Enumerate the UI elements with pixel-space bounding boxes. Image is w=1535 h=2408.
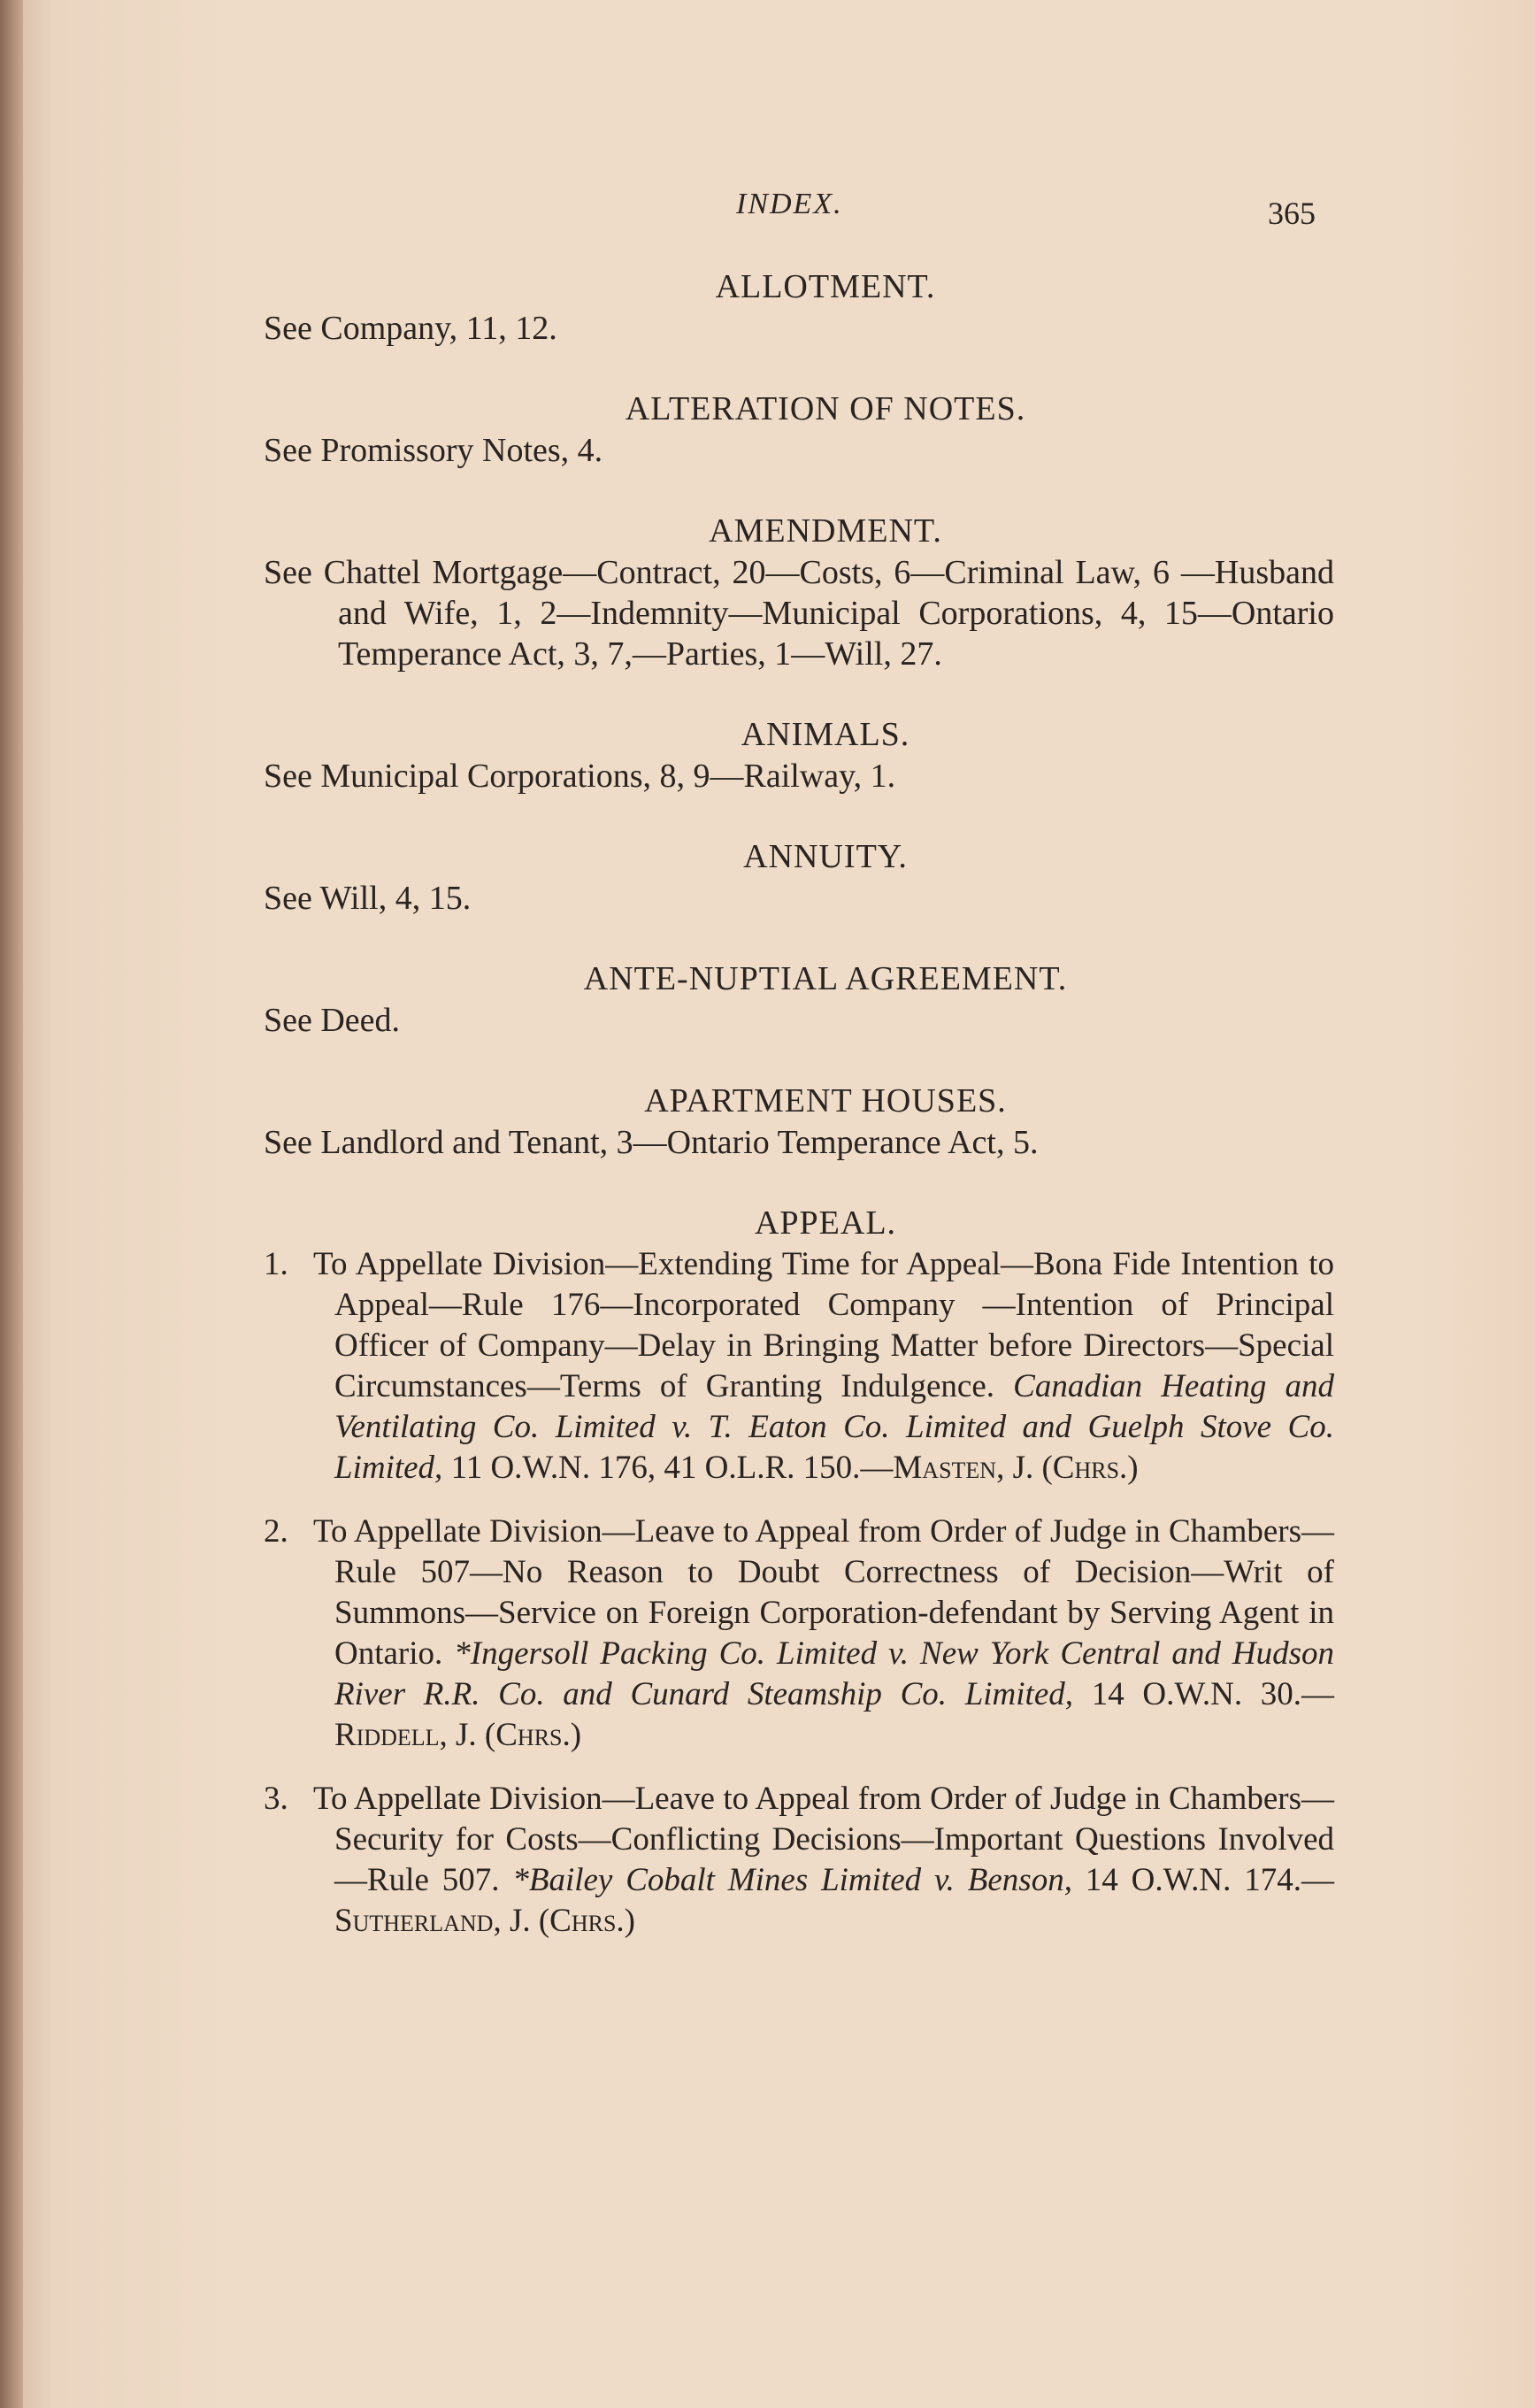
index-entry-annuity [264,835,1334,919]
entry-cross-reference: See Municipal Corporations, 8, 9—Railway, 1. [264,758,896,795]
item-number: 2. [264,1513,288,1550]
item-number: 1. [264,1246,288,1282]
judge-name: Sutherland, J. (Chrs.) [334,1903,635,1939]
entry-cross-reference: See Deed. [264,1002,401,1039]
case-citation: 14 O.W.N. 30.— [1073,1676,1334,1712]
index-entry-apartment-houses [264,1080,1334,1163]
judge-name: Riddell, J. (Chrs.) [334,1717,582,1753]
page-number: 365 [1268,196,1316,231]
item-number: 3. [264,1781,288,1817]
index-entry-allotment [264,265,1334,349]
judge-name: Masten, J. (Chrs.) [893,1450,1139,1486]
index-entry-ante-nuptial-agreement [264,958,1334,1041]
item-text: To Appellate Division—Leave to Appeal from Order of Judge in Chambers—Rule 507—No Reason to Doubt Correctness of Decision—Writ of Summons—Service on Foreign Corporation-defendant by Serving Agent in Ontario. [313,1513,1334,1672]
index-content [264,265,1334,1981]
entry-cross-reference: See Promissory Notes, 4. [264,432,603,469]
appeal-item [264,1779,1334,1942]
entry-heading: ALTERATION OF NOTES. [625,390,1026,427]
case-name: Canadian Heating and Ventilating Co. Limited v. T. Eaton Co. Limited and Guelph Stove Co. Limited, [334,1368,1334,1486]
running-head [0,188,1535,241]
index-entry-alteration-of-notes [264,388,1334,471]
entry-heading: APPEAL. [754,1204,897,1242]
case-name: *Ingersoll Packing Co. Limited v. New York Central and Hudson River R.R. Co. and Cunard Steamship Co. Limited, [334,1635,1334,1712]
case-name: *Bailey Cobalt Mines Limited v. Benson, [512,1862,1072,1898]
entry-heading: ALLOTMENT. [715,268,936,305]
case-citation: 11 O.W.N. 176, 41 O.L.R. 150.— [442,1450,894,1486]
entry-heading: ANTE-NUPTIAL AGREEMENT. [583,960,1068,997]
entry-cross-reference: See Company, 11, 12. [264,310,557,347]
entry-heading: APARTMENT HOUSES. [644,1082,1007,1119]
item-text: To Appellate Division—Leave to Appeal from Order of Judge in Chambers—Security for Costs—Conflicting Decisions—Important Questions Involved—Rule 507. [313,1781,1334,1898]
entry-cross-reference: See Will, 4, 15. [264,880,472,917]
entry-cross-reference: See Chattel Mortgage—Contract, 20—Costs, 6—Criminal Law, 6 —Husband and Wife, 1, 2—Indemnity—Municipal Corporations, 4, 15—Ontario Temperance Act, 3, 7,—Parties, 1—Will, 27. [264,554,1334,673]
entry-heading: ANIMALS. [741,716,910,753]
appeal-item [264,1512,1334,1756]
appeal-item [264,1244,1334,1489]
entry-cross-reference: See Landlord and Tenant, 3—Ontario Temperance Act, 5. [264,1124,1039,1161]
index-entry-animals [264,713,1334,796]
case-citation: 14 O.W.N. 174.— [1071,1862,1334,1898]
index-entry-amendment [264,510,1334,674]
index-entry-appeal [264,1202,1334,1942]
item-text: To Appellate Division—Extending Time for Appeal—Bona Fide Intention to Appeal—Rule 176—Incorporated Company —Intention of Principal Officer of Company—Delay in Bringing Matter before Directors—Special Circumstances—Terms of Granting Indulgence. [313,1246,1334,1404]
entry-heading: AMENDMENT. [709,512,942,550]
running-head-title: INDEX. [736,188,843,220]
entry-heading: ANNUITY. [743,838,908,875]
